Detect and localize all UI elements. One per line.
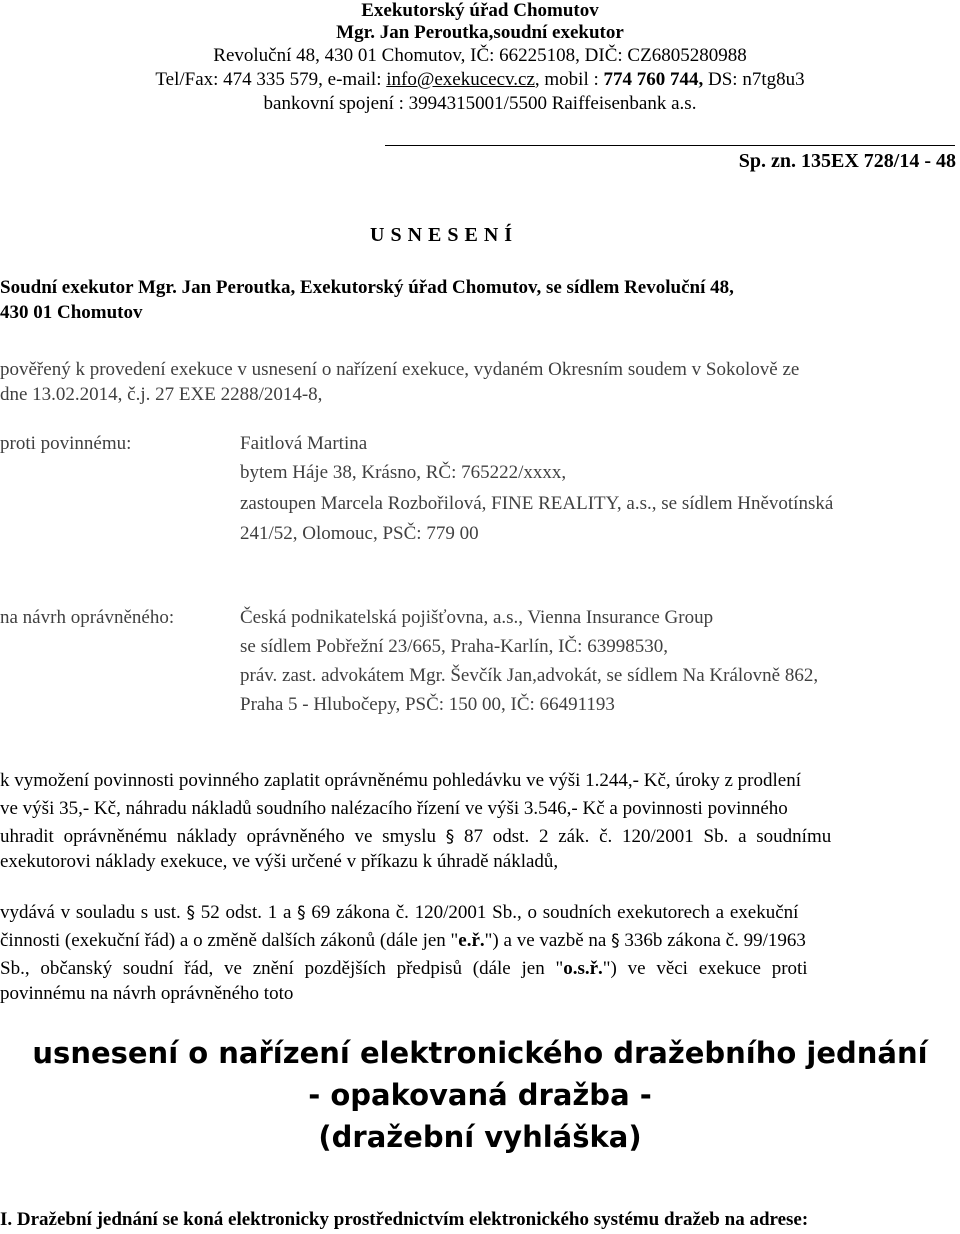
office-contacts xyxy=(0,69,960,91)
bank-account: bankovní spojení : 3994315001/5500 Raiffeisenbank a.s. xyxy=(263,93,697,114)
office-name: Exekutorský úřad Chomutov xyxy=(361,0,599,21)
enforcement-line3 xyxy=(0,823,958,851)
reference-number xyxy=(739,150,956,173)
office-address: Revoluční 48, 430 01 Chomutov, IČ: 66225108, DIČ: CZ6805280988 xyxy=(213,45,747,66)
enforcement-line4: exekutorovi náklady exekuce, ve výši určené v příkazu k úhradě nákladů, xyxy=(0,851,559,872)
issues-line4: povinnému na návrh oprávněného toto xyxy=(0,983,294,1004)
enforcement-line3-b: 87 odst. 2 zák. č. 120/2001 Sb. a soudnímu xyxy=(464,826,832,847)
issues-line3 xyxy=(0,955,958,983)
section-symbol: § xyxy=(186,903,196,923)
issues-line1-b: 52 odst. 1 a xyxy=(200,902,292,923)
issues-line2-a: činnosti (exekuční řád) a o změně dalších zákonů (dále jen " xyxy=(0,930,459,951)
creditor-address: se sídlem Pobřežní 23/665, Praha-Karlín, IČ: 63998530, xyxy=(240,636,668,657)
document-title: U S N E S E N Í xyxy=(370,224,513,246)
issues-line1 xyxy=(0,899,958,927)
enforcement-line3-a: uhradit oprávněnému náklady oprávněného ve smyslu xyxy=(0,826,437,847)
header-divider xyxy=(385,145,955,146)
section-symbol: § xyxy=(445,827,455,847)
issues-line1-a: vydává v souladu s ust. xyxy=(0,902,181,923)
debtor-address: bytem Háje 38, Krásno, RČ: 765222/xxxx, xyxy=(240,462,567,483)
mobile-number: 774 760 744, xyxy=(603,69,704,90)
debtor-name: Faitlová Martina xyxy=(240,433,368,454)
issues-line1-c: 69 zákona č. 120/2001 Sb., o soudních exekutorech a exekuční xyxy=(311,902,799,923)
issues-line3-b: ") ve věci exekuce proti xyxy=(602,958,808,979)
intro-authorization-line2: dne 13.02.2014, č.j. 27 EXE 2288/2014-8, xyxy=(0,384,323,405)
resolution-heading: usnesení o nařízení elektronického dražebního jednání xyxy=(32,1036,928,1070)
resolution-subheading: - opakovaná dražba - xyxy=(308,1078,652,1112)
reference-value: 135EX 728/14 - 48 xyxy=(801,150,956,172)
section-symbol: § xyxy=(297,903,306,923)
executor-name: Mgr. Jan Peroutka,soudní exekutor xyxy=(336,22,624,43)
intro-executor-city: 430 01 Chomutov xyxy=(0,302,143,323)
section-one: I. Dražební jednání se koná elektronicky prostřednictvím elektronického systému dražeb na adrese: xyxy=(0,1209,809,1230)
debtor-label: proti povinnému: xyxy=(0,433,132,454)
enforcement-line1: k vymožení povinnosti povinného zaplatit oprávněnému pohledávku ve výši 1.244,- Kč, úroky z prodlení xyxy=(0,770,801,791)
issues-line3-a: Sb., občanský soudní řád, ve znění pozdějších předpisů (dále jen " xyxy=(0,958,564,979)
email-link[interactable]: info@exekucecv.cz xyxy=(386,69,535,90)
intro-authorization-line1: pověřený k provedení exekuce v usnesení o nařízení exekuce, vydaném Okresním soudem v Sokolově ze xyxy=(0,359,800,380)
contact-phone-label: Tel/Fax: 474 335 579, e-mail: xyxy=(155,69,382,90)
section-symbol: § xyxy=(611,931,620,951)
abbr-er: e.ř. xyxy=(458,930,485,951)
abbr-osr: o.s.ř. xyxy=(563,958,603,979)
creditor-attorney: práv. zast. advokátem Mgr. Ševčík Jan,advokát, se sídlem Na Královně 862, xyxy=(240,665,819,686)
data-box: DS: n7tg8u3 xyxy=(708,69,805,90)
creditor-label: na návrh oprávněného: xyxy=(0,607,175,628)
enforcement-line2: ve výši 35,- Kč, náhradu nákladů soudního nalézacího řízení ve výši 3.546,- Kč a povinnosti povinného xyxy=(0,798,788,819)
creditor-name: Česká podnikatelská pojišťovna, a.s., Vienna Insurance Group xyxy=(240,607,714,628)
mobile-label: , mobil : xyxy=(534,69,599,90)
issues-line2 xyxy=(0,927,958,955)
resolution-type: (dražební vyhláška) xyxy=(318,1120,642,1154)
issues-line2-c: 336b zákona č. 99/1963 xyxy=(624,930,806,951)
debtor-representative-address: 241/52, Olomouc, PSČ: 779 00 xyxy=(240,523,479,544)
debtor-representative: zastoupen Marcela Rozbořilová, FINE REALITY, a.s., se sídlem Hněvotínská xyxy=(240,493,834,514)
reference-label: Sp. zn. xyxy=(738,150,796,172)
issues-line2-b: ") a ve vazbě na xyxy=(484,930,607,951)
intro-executor-line: Soudní exekutor Mgr. Jan Peroutka, Exekutorský úřad Chomutov, se sídlem Revoluční 48, xyxy=(0,277,734,298)
creditor-attorney-address: Praha 5 - Hlubočepy, PSČ: 150 00, IČ: 66491193 xyxy=(240,694,615,715)
